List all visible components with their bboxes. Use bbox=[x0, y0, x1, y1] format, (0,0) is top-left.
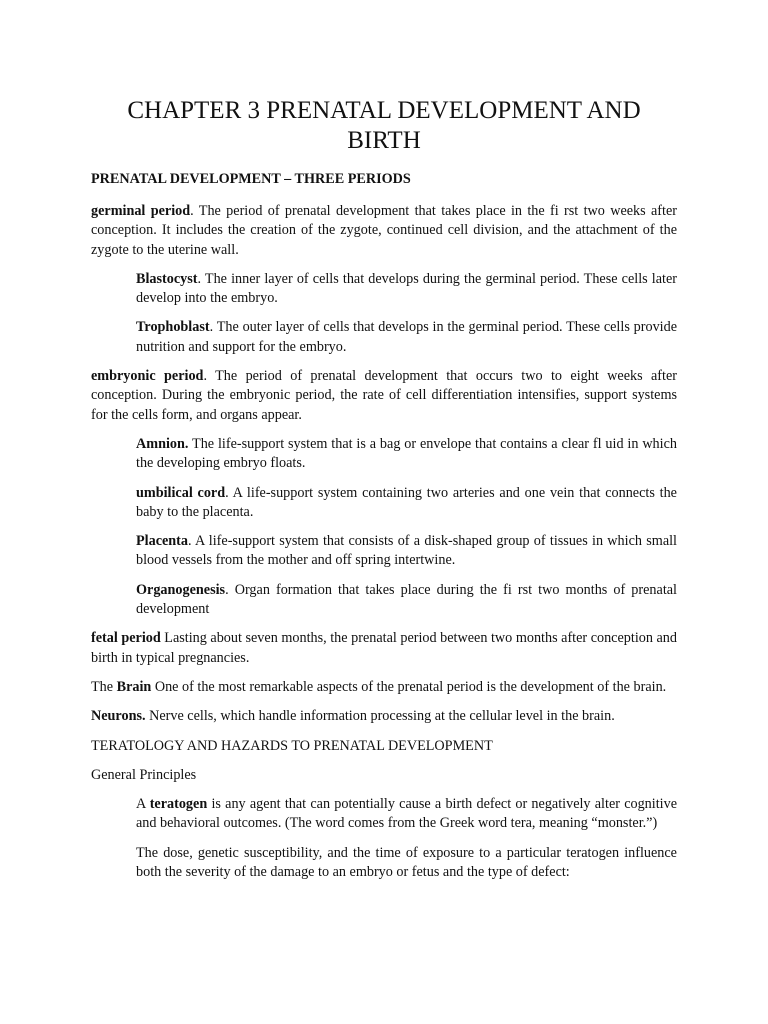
term-organogenesis: Organogenesis bbox=[136, 581, 226, 598]
definition-neurons: Nerve cells, which handle information processing at the cellular level in the brain. bbox=[145, 708, 615, 725]
paragraph-trophoblast bbox=[136, 318, 677, 357]
paragraph-umbilical-cord bbox=[136, 484, 677, 523]
brain-prefix: The bbox=[91, 678, 117, 695]
definition-organogenesis: . Organ formation that takes place during the fi rst two months of prenatal development bbox=[136, 581, 677, 618]
paragraph-germinal-period bbox=[91, 202, 677, 260]
definition-brain: One of the most remarkable aspects of the prenatal period is the development of the brain. bbox=[151, 678, 667, 695]
page-title: CHAPTER 3 PRENATAL DEVELOPMENT AND BIRTH bbox=[127, 97, 641, 154]
term-embryonic-period: embryonic period bbox=[91, 368, 204, 385]
definition-blastocyst: . The inner layer of cells that develops during the germinal period. These cells later develop into the embryo. bbox=[136, 270, 677, 307]
definition-amnion: The life-support system that is a bag or envelope that contains a clear fl uid in which the developing embryo floats. bbox=[136, 435, 677, 472]
definition-germinal-period: . The period of prenatal development that takes place in the fi rst two weeks after conception. It includes the creation of the zygote, continued cell division, and the attachment of the zygote to the uterine wall. bbox=[91, 203, 677, 258]
teratogen-prefix: A bbox=[136, 796, 150, 813]
term-brain: Brain bbox=[116, 678, 152, 695]
section-heading-teratology: TERATOLOGY AND HAZARDS TO PRENATAL DEVELOPMENT bbox=[91, 737, 493, 754]
definition-fetal-period: Lasting about seven months, the prenatal period between two months after conception and birth in typical pregnancies. bbox=[91, 630, 677, 666]
term-teratogen: teratogen bbox=[149, 796, 208, 813]
section-heading-prenatal-development: PRENATAL DEVELOPMENT – THREE PERIODS bbox=[91, 171, 411, 187]
definition-umbilical-cord: . A life-support system containing two arteries and one vein that connects the baby to the placenta. bbox=[136, 484, 677, 520]
paragraph-amnion bbox=[136, 435, 677, 474]
definition-embryonic-period: . The period of prenatal development that occurs two to eight weeks after conception. During the embryonic period, the rate of cell differentiation intensifies, support systems for the cells form, and organs appear. bbox=[91, 368, 677, 423]
term-amnion: Amnion. bbox=[136, 435, 189, 452]
term-neurons: Neurons. bbox=[91, 708, 146, 725]
paragraph-embryonic-period bbox=[91, 367, 677, 425]
term-placenta: Placenta bbox=[136, 533, 189, 550]
definition-placenta: . A life-support system that consists of a disk-shaped group of tissues in which small blood vessels from the mother and off spring intertwine. bbox=[136, 533, 677, 569]
paragraph-teratogen bbox=[136, 795, 677, 834]
definition-trophoblast: . The outer layer of cells that develops in the germinal period. These cells provide nutrition and support for the embryo. bbox=[136, 319, 677, 355]
paragraph-neurons bbox=[91, 707, 677, 726]
term-germinal-period: germinal period bbox=[91, 203, 191, 219]
term-blastocyst: Blastocyst bbox=[136, 270, 198, 287]
term-umbilical-cord: umbilical cord bbox=[136, 484, 226, 501]
paragraph-brain bbox=[91, 678, 677, 697]
definition-teratogen: is any agent that can potentially cause a birth defect or negatively alter cognitive and behavioral outcomes. (The word comes from the Greek word tera, meaning “monster.”) bbox=[136, 796, 677, 832]
paragraph-organogenesis bbox=[136, 581, 677, 620]
term-fetal-period: fetal period bbox=[91, 630, 161, 647]
term-trophoblast: Trophoblast bbox=[136, 319, 210, 336]
paragraph-placenta bbox=[136, 532, 677, 571]
paragraph-blastocyst bbox=[136, 270, 677, 309]
paragraph-fetal-period bbox=[91, 629, 677, 668]
subheading-general-principles: General Principles bbox=[91, 766, 197, 783]
paragraph-dose-susceptibility: The dose, genetic susceptibility, and the time of exposure to a particular teratogen influence both the severity of the damage to an embryo or fetus and the type of defect: bbox=[136, 844, 677, 881]
